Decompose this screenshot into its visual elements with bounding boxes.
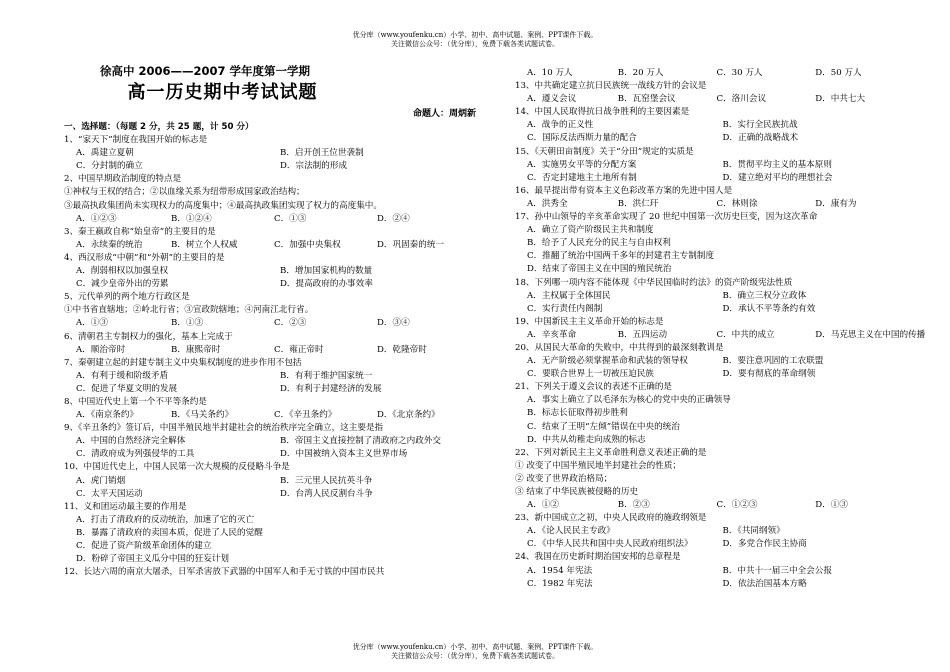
answer-option: D．承认不平等条约有效 xyxy=(722,303,816,314)
answer-option: C．减少皇帝外出的劳累 xyxy=(76,279,169,290)
answer-option: D．50 万人 xyxy=(815,68,862,78)
answer-option: C．分封制的确立 xyxy=(76,161,143,172)
option-row xyxy=(64,317,476,330)
answer-option: D．多党合作民主协商 xyxy=(722,539,807,550)
answer-option: C．《辛丑条约》 xyxy=(274,410,337,421)
answer-option: B．三元里人民抗英斗争 xyxy=(280,475,373,486)
option-row xyxy=(64,213,476,226)
answer-option: B．《共同纲领》 xyxy=(722,526,785,537)
answer-option: C．实行责任内阁制 xyxy=(527,303,603,314)
option-row xyxy=(515,329,926,342)
answer-option: C．②③ xyxy=(274,318,307,329)
answer-option: B．瓦窑堡会议 xyxy=(617,94,676,105)
answer-option: A．10 万人 xyxy=(527,68,573,78)
question-statement: ①神权与王权的结合；②以血缘关系为纽带形成国家政治结构； xyxy=(64,187,305,198)
answer-option: C．促进了华夏文明的发展 xyxy=(76,383,178,394)
left-column xyxy=(64,63,476,579)
question-stem: 22、下列对新民主主义革命胜利意义表述正确的是 xyxy=(515,447,707,458)
question-stem: 10、中国近代史上，中国人民第一次大规模的反侵略斗争是 xyxy=(64,462,290,473)
answer-option: B．20 万人 xyxy=(617,68,664,78)
answer-option: D．提高政府的办事效率 xyxy=(280,279,373,290)
answer-option: B．启开创王位世袭制 xyxy=(280,148,364,159)
option-row xyxy=(64,383,476,396)
answer-option: B．贯彻平均主义的基本原则 xyxy=(722,159,832,170)
answer-option: C．加强中央集权 xyxy=(274,239,341,250)
answer-option: B．《马关条约》 xyxy=(171,410,234,421)
question-stem: 21、下列关于遵义会议的表述不正确的是 xyxy=(515,382,673,393)
answer-option: C．促进了资产阶级革命团体的建立 xyxy=(76,541,212,551)
option-row xyxy=(515,565,910,578)
question xyxy=(64,357,476,396)
question-statement: ② 改变了世界政治格局； xyxy=(515,473,613,484)
option-row xyxy=(515,172,910,185)
question xyxy=(64,461,476,500)
question xyxy=(515,67,910,80)
question-stem: 11、义和团运动最主要的作用是 xyxy=(64,501,187,512)
answer-option: D．中国被纳入资本主义世界市场 xyxy=(280,449,408,460)
question xyxy=(515,80,910,106)
answer-option: A．禹建立夏朝 xyxy=(76,148,134,159)
answer-option: D．粉碎了帝国主义瓜分中国的狂妄计划 xyxy=(76,554,229,565)
answer-option: B．康熙帝时 xyxy=(171,344,221,355)
answer-option: D．③④ xyxy=(377,318,410,329)
question xyxy=(515,447,910,512)
answer-option: B．要注意巩固的工农联盟 xyxy=(722,356,824,367)
option-row xyxy=(515,132,910,145)
answer-option: C．雍正帝时 xyxy=(274,344,324,355)
question xyxy=(515,185,910,211)
question-stem: 3、秦王嬴政自称“始皇帝”的主要目的是 xyxy=(64,226,216,237)
answer-option: B．①③ xyxy=(171,318,204,329)
question-statement: ①中书省直辖地；②岭北行省；③宣政院辖地；④河南江北行省。 xyxy=(64,305,314,316)
answer-option: A．①③ xyxy=(76,318,108,329)
option-row xyxy=(64,370,476,383)
answer-option: A．削弱相权以加强皇权 xyxy=(76,266,169,277)
answer-option: A．实施男女平等的分配方案 xyxy=(527,159,637,170)
footer-line-1: 优分库（www.youfenku.cn）小学、初中、高中试题、案例、PPT课件下载。 xyxy=(352,643,598,651)
question-stem: 14、中国人民取得抗日战争胜利的主要因素是 xyxy=(515,107,690,118)
option-row xyxy=(64,475,476,488)
option-row xyxy=(515,119,910,132)
question xyxy=(64,331,476,357)
answer-option: D．宗法制的形成 xyxy=(280,161,348,172)
answer-option: A．1954 年宪法 xyxy=(527,565,593,576)
question-stem: 12、长达六周的南京大屠杀，日军杀害放下武器的中国军人和手无寸铁的中国市民共 xyxy=(64,567,385,578)
question-statement: ① 改变了中国半殖民地半封建社会的性质； xyxy=(515,460,682,471)
option-row xyxy=(64,278,476,291)
answer-option: A．战争的正义性 xyxy=(527,120,594,131)
answer-option: B．树立个人权威 xyxy=(171,239,238,250)
option-row xyxy=(64,147,476,160)
answer-option: D．巩固秦的统一 xyxy=(377,239,445,250)
question-stem: 24、我国在历史新时期治国安邦的总章程是 xyxy=(515,552,681,563)
page-header xyxy=(0,31,950,49)
question xyxy=(64,396,476,422)
answer-option: B．洪仁玕 xyxy=(617,198,659,209)
answer-option: D．康有为 xyxy=(815,198,857,209)
footer-line-2: 关注微信公众号：（优分库），免费下载各类试题试卷。 xyxy=(391,652,559,660)
question xyxy=(515,381,910,446)
question-stem: 8、中国近代史上第一个不平等条约是 xyxy=(64,396,207,407)
answer-option: C．洛川会议 xyxy=(716,94,767,105)
header-line-2: 关注微信公众号：（优分库），免费下载各类试题试卷。 xyxy=(391,40,559,48)
question-stem: 19、中国新民主主义革命开始的标志是 xyxy=(515,316,664,327)
option-row xyxy=(515,290,910,303)
answer-option: A．洪秀全 xyxy=(527,198,568,209)
answer-option: B．暴露了清政府的卖国本质，促进了人民的觉醒 xyxy=(76,527,263,538)
answer-option: C．清政府成为列强侵华的工具 xyxy=(76,449,195,460)
answer-option: D．有利于封建经济的发展 xyxy=(280,383,382,394)
answer-option: A．无产阶级必须掌握革命和武装的领导权 xyxy=(527,356,688,367)
question-stem: 2、中国早期政治制度的特点是 xyxy=(64,174,182,185)
answer-option: A．主权属于全体国民 xyxy=(527,290,611,301)
school-term-line: 徐高中 2006——2007 学年度第一学期 xyxy=(99,64,311,78)
question-stem: 1、“家天下”制度在我国开始的标志是 xyxy=(64,135,208,146)
option-row xyxy=(515,538,910,551)
answer-option: B．标志长征取得初步胜利 xyxy=(527,408,628,419)
answer-option: A．虎门销烟 xyxy=(76,475,126,486)
answer-option: A．①② xyxy=(527,500,559,511)
option-row xyxy=(64,239,476,252)
answer-option: D．结束了帝国主义在中国的殖民统治 xyxy=(527,264,672,275)
answer-option: A．永续秦的统治 xyxy=(76,239,143,250)
answer-option: C．林则徐 xyxy=(716,198,758,209)
answer-option: C．太平天国运动 xyxy=(76,488,143,499)
answer-option: B．给予了人民充分的民主与自由权利 xyxy=(527,238,671,249)
option-row xyxy=(515,525,910,538)
left-question-list xyxy=(64,134,476,579)
question xyxy=(64,291,476,330)
answer-option: A．辛亥革命 xyxy=(527,329,577,340)
question xyxy=(64,501,476,566)
answer-option: B．增加国家机构的数量 xyxy=(280,266,373,277)
question xyxy=(64,173,476,225)
option-row xyxy=(64,435,476,448)
question xyxy=(515,551,910,590)
option-row xyxy=(515,67,910,80)
question xyxy=(515,106,910,145)
option-row xyxy=(64,409,476,422)
question-statement: ③ 结束了中华民族被侵略的历史 xyxy=(515,487,639,497)
answer-option: D．②④ xyxy=(377,213,410,224)
answer-option: D．台湾人民反割台斗争 xyxy=(280,488,373,499)
question xyxy=(515,512,910,551)
answer-option: A．顺治帝时 xyxy=(76,344,126,355)
option-row xyxy=(515,578,910,591)
question xyxy=(64,422,476,461)
answer-option: A．打击了清政府的反动统治，加速了它的灭亡 xyxy=(76,514,255,525)
question-statement: ③最高执政集团尚未实现权力的高度集中；④最高执政集团实现了权力的高度集中。 xyxy=(64,200,382,211)
author-line: 命题人：周炳新 xyxy=(412,109,476,119)
answer-option: D．乾隆帝时 xyxy=(377,344,427,355)
answer-option: D．①③ xyxy=(815,500,848,511)
page-footer xyxy=(0,643,950,661)
answer-option: B．实行全民族抗战 xyxy=(722,120,798,131)
question xyxy=(64,226,476,252)
question xyxy=(64,134,476,173)
question xyxy=(515,211,910,276)
option-row xyxy=(515,93,910,106)
answer-option: C．国际反法西斯力量的配合 xyxy=(527,133,637,144)
question xyxy=(64,252,476,291)
answer-option: C．中共的成立 xyxy=(716,329,775,340)
answer-option: A．中国的自然经济完全解体 xyxy=(76,436,186,447)
option-row xyxy=(515,303,910,316)
option-row xyxy=(64,265,476,278)
section-heading: 一、选择题：（每题 2 分，共 25 题，计 50 分） xyxy=(64,122,254,132)
answer-option: B．五四运动 xyxy=(617,329,668,340)
answer-option: D．正确的战略战术 xyxy=(722,133,799,144)
right-column xyxy=(515,67,926,591)
question-stem: 4、西汉形成“中朝”和“外朝”的主要目的是 xyxy=(64,252,225,263)
question xyxy=(515,342,910,381)
answer-option: C．否定封建地主土地所有制 xyxy=(527,172,637,183)
option-row xyxy=(64,488,476,501)
right-question-list xyxy=(515,67,926,591)
answer-option: C．《中华人民共和国中央人民政府组织法》 xyxy=(527,539,693,550)
option-row xyxy=(515,355,910,368)
answer-option: B．①②④ xyxy=(171,213,212,224)
option-row xyxy=(64,448,476,461)
answer-option: B．帝国主义直接控制了清政府之内政外交 xyxy=(280,436,442,447)
exam-title: 高一历史期中考试试题 xyxy=(127,82,318,103)
answer-option: A．《南京条约》 xyxy=(76,410,139,421)
answer-option: D．要有彻底的革命纲领 xyxy=(722,369,816,380)
question-stem: 6、清朝君主专制权力的强化，基本上完成于 xyxy=(64,331,233,342)
answer-option: A．事实上确立了以毛泽东为核心的党中央的正确领导 xyxy=(527,395,731,406)
question xyxy=(64,566,476,579)
question xyxy=(515,146,910,185)
answer-option: C．推翻了统治中国两千多年的封建君主专制制度 xyxy=(527,251,715,262)
question xyxy=(515,316,926,342)
question-stem: 23、新中国成立之初，中央人民政府的施政纲领是 xyxy=(515,513,707,524)
answer-option: C．30 万人 xyxy=(716,68,763,78)
question xyxy=(515,277,910,316)
option-row xyxy=(515,368,910,381)
answer-option: D．建立绝对平均的理想社会 xyxy=(722,172,833,183)
answer-option: B．有利于维护国家统一 xyxy=(280,370,373,381)
question-stem: 5、元代单列的两个地方行政区是 xyxy=(64,292,190,303)
answer-option: C．结束了王明“左倾”错误在中央的统治 xyxy=(527,421,680,432)
option-row xyxy=(64,344,476,357)
option-row xyxy=(515,198,910,211)
question-stem: 7、秦朝建立起的封建专制主义中央集权制度的进步作用不包括 xyxy=(64,357,302,368)
option-row xyxy=(515,159,910,172)
answer-option: A．有利于缓和阶级矛盾 xyxy=(76,370,169,381)
question-stem: 17、孙中山领导的辛亥革命实现了 20 世纪中国第一次历史巨变，因为这次革命 xyxy=(515,212,818,223)
question-stem: 20、从国民大革命的失败中，中共得到的最深刻教训是 xyxy=(515,342,724,353)
answer-option: C．①③ xyxy=(274,213,307,224)
answer-option: C．要联合世界上一切被压迫民族 xyxy=(527,369,654,380)
answer-option: D．中共从幼稚走向成熟的标志 xyxy=(527,434,646,445)
answer-option: B．确立三权分立政体 xyxy=(722,290,807,301)
answer-option: A．①②③ xyxy=(76,213,117,224)
answer-option: A．遵义会议 xyxy=(527,94,577,105)
answer-option: D．依法治国基本方略 xyxy=(722,578,807,589)
answer-option: C．1982 年宪法 xyxy=(527,578,593,589)
question-stem: 9、《辛丑条约》签订后，中国半殖民地半封建社会的统治秩序完全确立，这主要是指 xyxy=(64,423,384,434)
answer-option: D．马克思主义在中国的传播 xyxy=(815,329,926,340)
question-stem: 16、最早提出带有资本主义色彩改革方案的先进中国人是 xyxy=(515,185,733,196)
question-stem: 18、下列哪一项内容不能体现《中华民国临时约法》的资产阶级宪法性质 xyxy=(515,277,793,288)
answer-option: B．②③ xyxy=(617,500,650,511)
answer-option: A．《论人民民主专政》 xyxy=(527,526,615,537)
option-row xyxy=(64,160,476,173)
header-line-1: 优分库（www.youfenku.cn）小学、初中、高中试题、案例、PPT课件下载。 xyxy=(352,31,598,39)
answer-option: B．中共十一届三中全会公报 xyxy=(722,565,832,576)
answer-option: D．《北京条约》 xyxy=(377,410,440,421)
answer-option: A．确立了资产阶级民主共和制度 xyxy=(527,225,654,236)
question-stem: 15、《天朝田亩制度》关于“分田”规定的实质是 xyxy=(515,146,694,157)
option-row xyxy=(515,499,910,512)
answer-option: C．①②③ xyxy=(716,500,758,511)
answer-option: D．中共七大 xyxy=(815,94,866,105)
question-stem: 13、中共确定建立抗日民族统一战线方针的会议是 xyxy=(515,81,707,92)
